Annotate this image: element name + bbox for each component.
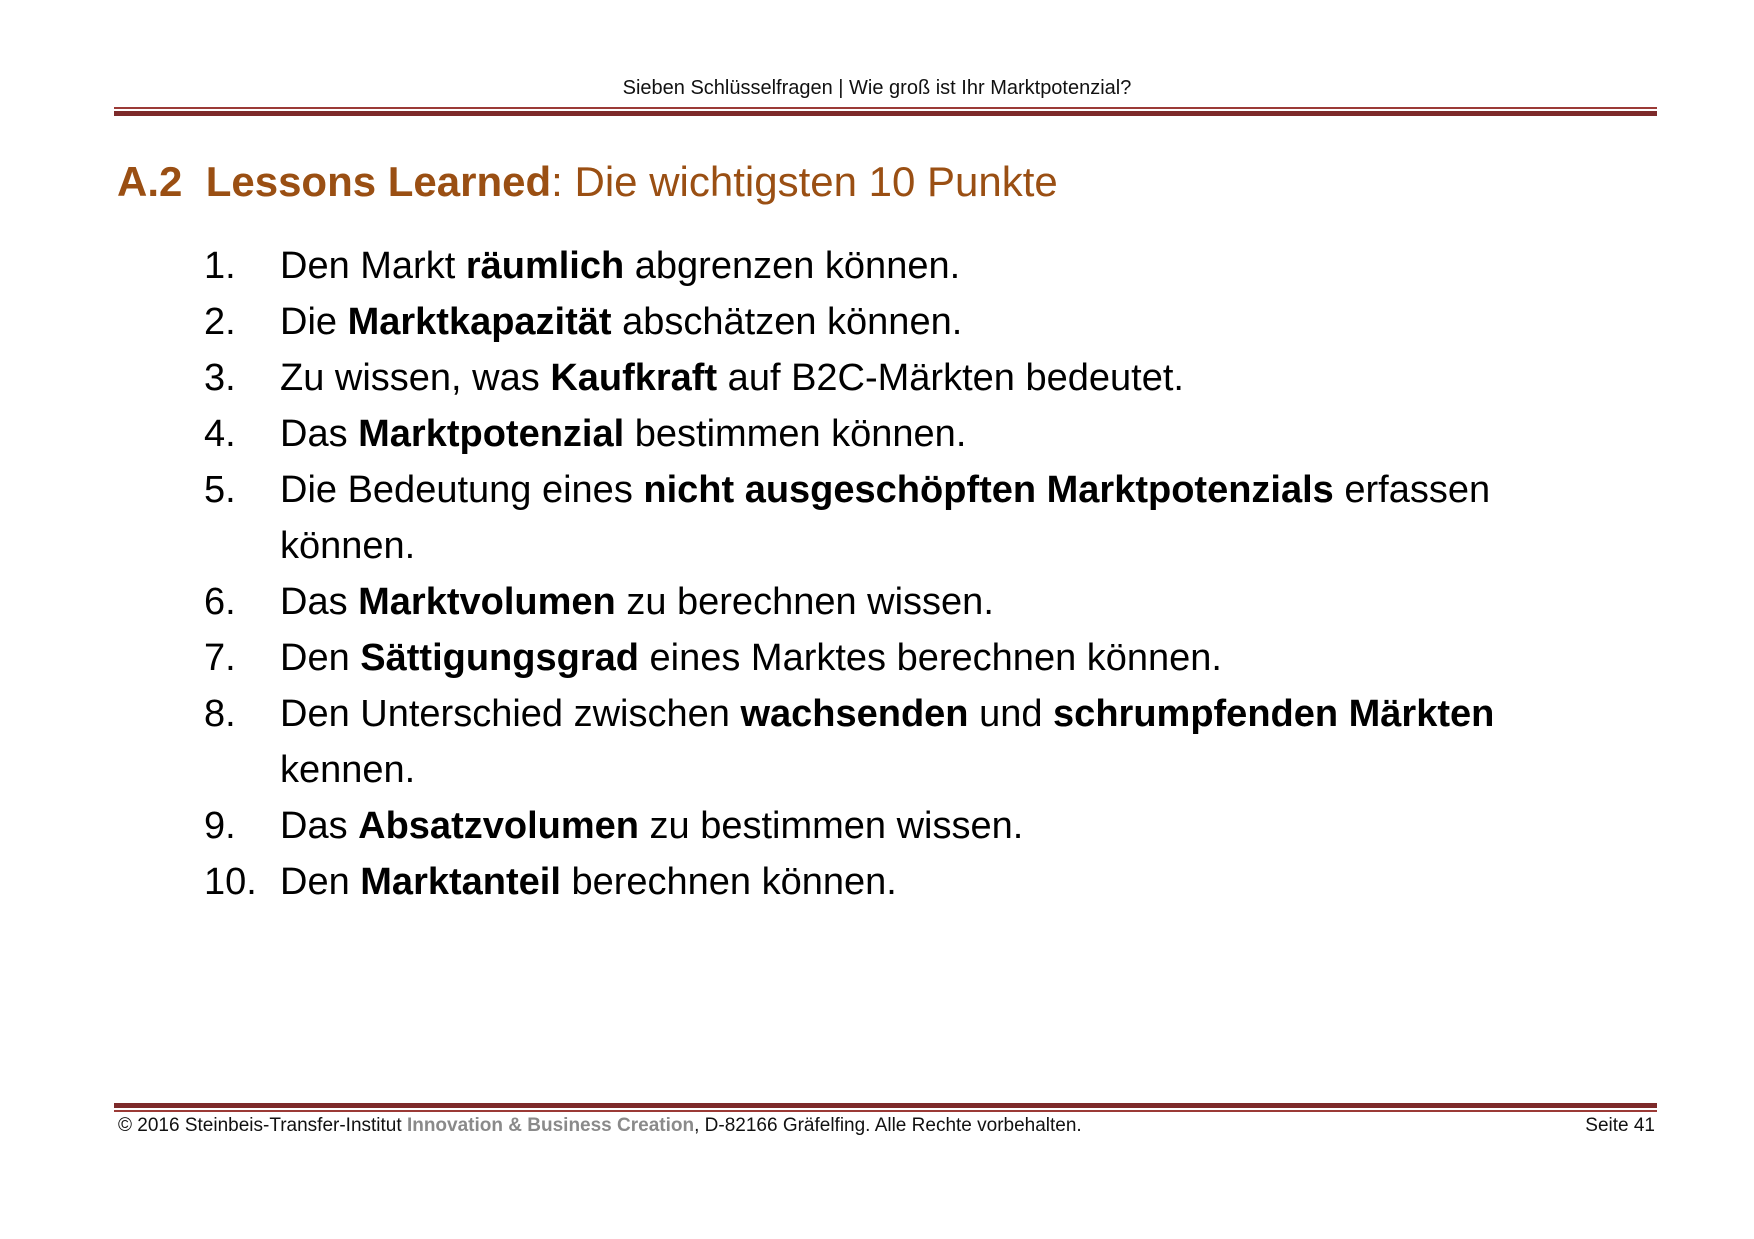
section-title-bold: Lessons Learned (205, 158, 552, 205)
list-item-number: 3. (204, 357, 236, 399)
list-item (204, 574, 1604, 630)
section-heading (117, 156, 1058, 208)
list-item-text: Den Markt räumlich abgrenzen können. (280, 245, 961, 287)
list-item-text: Die Bedeutung eines nicht ausgeschöpften Marktpotenzials erfassen können. (280, 469, 1491, 567)
page-footer (118, 1114, 1655, 1138)
list-item-text: Den Marktanteil berechnen können. (280, 861, 897, 903)
list-item-number: 9. (204, 805, 236, 847)
list-item-number: 5. (204, 469, 236, 511)
list-item-text: Die Marktkapazität abschätzen können. (280, 301, 963, 343)
list-item-text: Den Unterschied zwischen wachsenden und schrumpfenden Märkten kennen. (280, 693, 1495, 791)
list-item-number: 10. (204, 861, 257, 903)
list-item-text: Das Marktpotenzial bestimmen können. (280, 413, 967, 455)
footer-institute: Innovation & Business Creation (406, 1115, 695, 1136)
list-item (204, 798, 1604, 854)
list-item-number: 7. (204, 637, 236, 679)
footer-divider (114, 1103, 1657, 1112)
list-item-text: Das Marktvolumen zu berechnen wissen. (280, 581, 994, 623)
lessons-list (204, 238, 1604, 910)
list-item (204, 294, 1604, 350)
header-divider (114, 107, 1657, 116)
list-item (204, 854, 1604, 910)
list-item-text: Den Sättigungsgrad eines Marktes berechnen können. (280, 637, 1222, 679)
list-item-number: 6. (204, 581, 236, 623)
list-item-number: 2. (204, 301, 236, 343)
list-item-number: 8. (204, 693, 236, 735)
list-item (204, 238, 1604, 294)
page-header-title: Sieben Schlüsselfragen | Wie groß ist Ihr Marktpotenzial? (622, 77, 1132, 99)
footer-copyright: © 2016 Steinbeis-Transfer-Institut Innovation & Business Creation, D-82166 Gräfelfing. Alle Rechte vorbehalten. (118, 1115, 1082, 1136)
list-item-number: 4. (204, 413, 236, 455)
list-item (204, 630, 1604, 686)
list-item-number: 1. (204, 245, 236, 287)
list-item-text: Das Absatzvolumen zu bestimmen wissen. (280, 805, 1024, 847)
section-number: A.2 (117, 158, 183, 205)
section-title-rest: : Die wichtigsten 10 Punkte (551, 158, 1058, 205)
list-item-text: Zu wissen, was Kaufkraft auf B2C-Märkten bedeutet. (280, 357, 1184, 399)
page-number: Seite 41 (1585, 1115, 1655, 1136)
list-item (204, 686, 1604, 798)
list-item (204, 406, 1604, 462)
list-item (204, 462, 1604, 574)
list-item (204, 350, 1604, 406)
